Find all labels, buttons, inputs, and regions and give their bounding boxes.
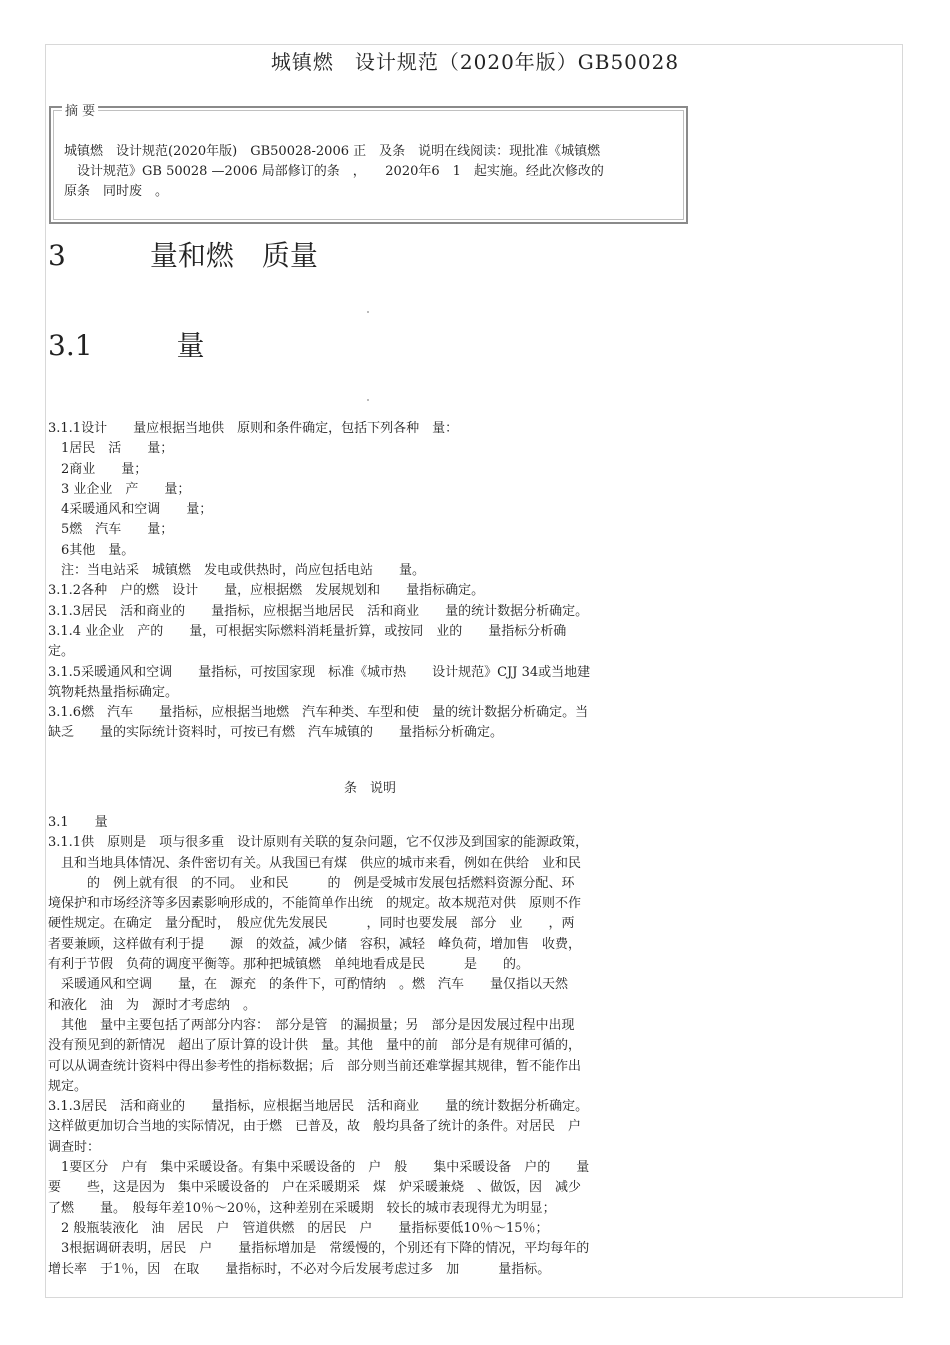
text-line: 规定。 [48,1078,88,1094]
text-line: 3.1 量 [48,815,108,830]
section-heading: 3.1 量 [48,329,205,362]
text-line: 1居民 活 量； [48,441,174,457]
text-line: 者要兼顾，这样做有利于提 源 的效益，减少储 容积，减轻 峰负荷，增加售 收费， [48,936,582,952]
text-line: 且和当地具体情况、条件密切有关。从我国已有煤 供应的城市来看，例如在供给 业和民 [48,855,582,871]
text-line: 境保护和市场经济等多因素影响形成的，不能简单作出统 的规定。故本规范对供 原则不作 [48,896,582,912]
text-line: 和液化 油 为 源时才考虑纳 。 [48,997,257,1013]
text-line: 4采暖通风和空调 量； [48,502,213,518]
text-line: 6其他 量。 [48,542,135,558]
abstract-line: 设计规范》GB 50028 —2006 局部修订的条 ， 2020年6 1 起实施。经此次修改的 [64,164,604,179]
text-line: 3.1.6燃 汽车 量指标，应根据当地燃 汽车种类、车型和使 量的统计数据分析确定。当 [48,705,589,721]
text-line: 注：当电站采 城镇燃 发电或供热时，尚应包括电站 量。 [48,563,426,579]
text-line: 调查时： [48,1139,101,1155]
chapter-heading: 3 量和燃 质量 [48,239,318,272]
text-line: 3 业企业 产 量； [48,481,191,497]
text-line: 5燃 汽车 量； [48,522,174,538]
text-line: 可以从调查统计资料中得出参考性的指标数据；后 部分则当前还难掌握其规律，暂不能作出 [48,1058,582,1074]
text-line: 3.1.3居民 活和商业的 量指标，应根据当地居民 活和商业 量的统计数据分析确定。 [48,603,589,619]
text-line: 3.1.1设计 量应根据当地供 原则和条件确定，包括下列各种 量： [48,421,459,436]
text-line: 定。 [48,644,75,660]
document-title: 城镇燃 设计规范（2020年版）GB50028 [270,50,680,74]
text-line: 3.1.2各种 户的燃 设计 量，应根据燃 发展规划和 量指标确定。 [48,583,485,599]
explanation-title: 条 说明 [343,781,396,796]
text-line: 3.1.3居民 活和商业的 量指标，应根据当地居民 活和商业 量的统计数据分析确定。 [48,1099,589,1115]
abstract-line: 原条 同时废 。 [64,184,169,199]
divider-dot [367,399,369,401]
text-line: 要 些，这是因为 集中采暖设备的 户在采暖期采 煤 炉采暖兼烧 、做饭，因 减少 [48,1180,582,1196]
text-line: 3根据调研表明，居民 户 量指标增加是 常缓慢的，个别还有下降的情况，平均每年的 [48,1241,590,1257]
explanation-text [48,813,698,1280]
text-line: 有利于节假 负荷的调度平衡等。那种把城镇燃 单纯地看成是民 是 的。 [48,957,530,973]
text-line: 筑物耗热量指标确定。 [48,684,179,700]
text-line: 这样做更加切合当地的实际情况，由于燃 已普及，故 般均具备了统计的条件。对居民 户 [48,1119,582,1135]
text-line: 了燃 量。 般每年差10％～20％，这种差别在采暖期 较长的城市表现得尤为明显； [48,1200,556,1216]
abstract-label: 摘 要 [62,100,98,119]
text-line: 2 般瓶装液化 油 居民 户 管道供燃 的居民 户 量指标要低10％～15％； [48,1220,549,1236]
text-line: 硬性规定。在确定 量分配时， 般应优先发展民 ，同时也要发展 部分 业 ，两 [48,916,575,932]
text-line: 的 例上就有很 的不同。 业和民 的 例是受城市发展包括燃料资源分配、环 [48,875,575,891]
text-line: 采暖通风和空调 量，在 源充 的条件下，可酌情纳 。燃 汽车 量仅指以天然 [48,977,569,993]
text-line: 3.1.1供 原则是 项与很多重 设计原则有关联的复杂问题，它不仅涉及到国家的能源政策， [48,835,589,851]
text-line: 2商业 量； [48,461,148,477]
text-line: 1要区分 户有 集中采暖设备。有集中采暖设备的 户 般 集中采暖设备 户的 量 [48,1160,590,1176]
text-line: 其他 量中主要包括了两部分内容： 部分是管 的漏损量；另 部分是因发展过程中出现 [48,1017,575,1033]
abstract-text [64,142,680,202]
text-line: 没有预见到的新情况 超出了原计算的设计供 量。其他 量中的前 部分是有规律可循的， [48,1038,582,1054]
body-text [48,419,688,744]
abstract-line: 城镇燃 设计规范(2020年版) GB50028-2006 正 及条 说明在线阅读：现批准《城镇燃 [64,144,601,159]
text-line: 增长率 于1％，因 在取 量指标时，不必对今后发展考虑过多 加 量指标。 [48,1261,551,1277]
text-line: 3.1.5采暖通风和空调 量指标，可按国家现 标准《城市热 设计规范》CJJ 34或当地建 [48,664,591,680]
text-line: 3.1.4 业企业 产的 量，可根据实际燃料消耗量折算，或按同 业的 量指标分析确 [48,623,567,639]
text-line: 缺乏 量的实际统计资料时，可按已有燃 汽车城镇的 量指标分析确定。 [48,725,504,741]
divider-dot [367,311,369,313]
